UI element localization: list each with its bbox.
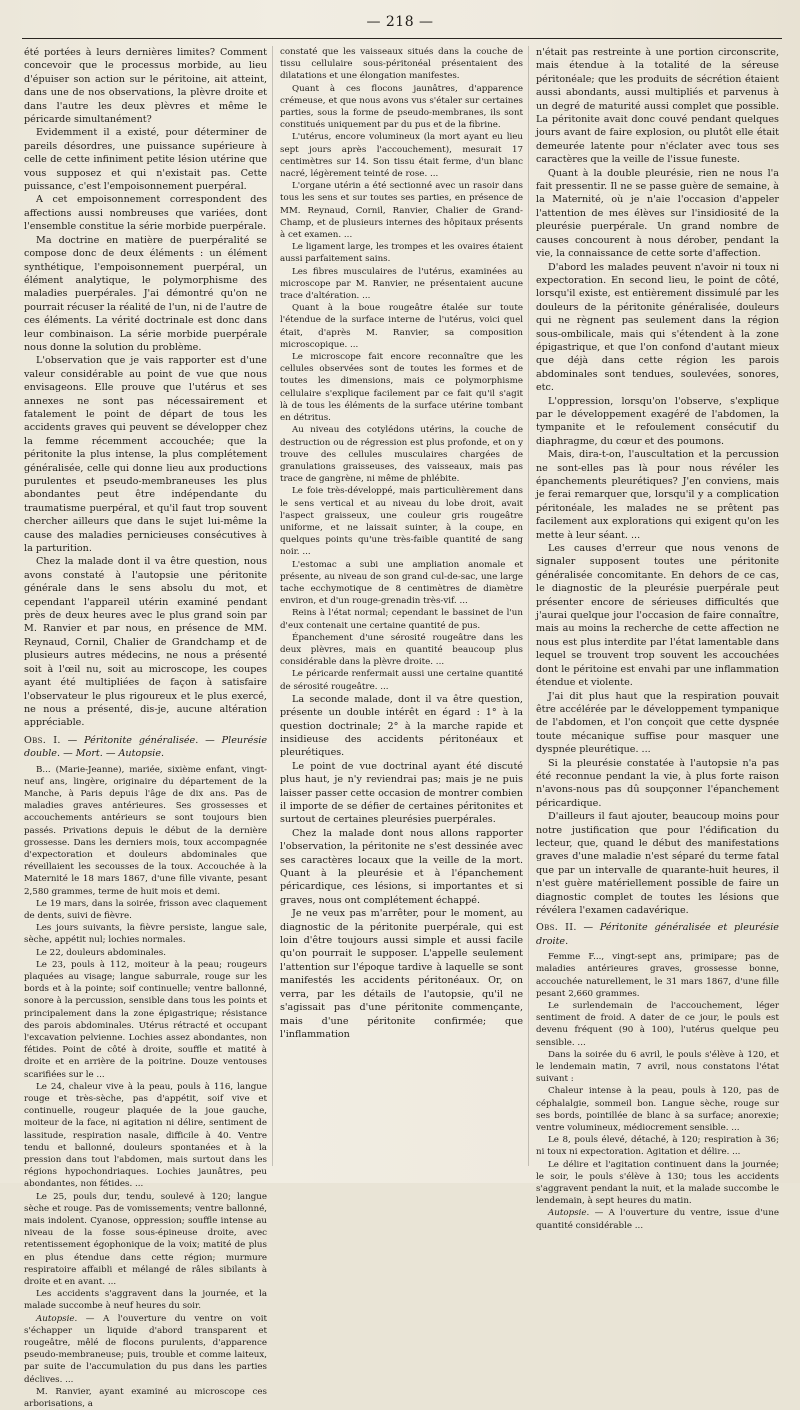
case-paragraph: Quant à la boue rougeâtre étalée sur toute l'étendue de la surface interne de l'utérus, voici quel était, d'après M. Ranvier, sa composition microscopique. ...: [280, 303, 523, 350]
case-paragraph: Les accidents s'aggravent dans la journée, et la malade succombe à neuf heures du soir.: [24, 1289, 267, 1312]
paragraph: Le point de vue doctrinal ayant été discuté plus haut, je n'y reviendrai pas; mais je ne puis laisser passer cette occasion de montrer combien il importe de se défier de certaines péritonites et surtout de certaines pleurésies puerpérales.: [280, 760, 523, 826]
paragraph: L'oppression, lorsqu'on l'observe, s'explique par le développement exagéré de l'abdomen, la tympanite et le refoulement consécutif du diaphragme, du cœur et des poumons.: [536, 395, 779, 447]
paragraph: J'ai dit plus haut que la respiration pouvait être accélérée par le développement tympanique de l'abdomen, et l'on conçoit que cette dyspnée toute mécanique suffise pour masquer une dyspnée pleurétique. ...: [536, 690, 779, 756]
case-paragraph: Reins à l'état normal; cependant le bassinet de l'un d'eux contenait une certaine quantité de pus.: [280, 608, 523, 631]
paragraph: Les causes d'erreur que nous venons de signaler supposent toutes une péritonite généralisée concomitante. En dehors de ce cas, le diagnostic de la pleurésie puerpérale peut présenter encore de sérieuses difficultés que j'aurai quelque jour l'occasion de faire connaître, mais au moins la recherche de cette affection ne nous est plus interdite par l'état lamentable dans lequel se trouvent trop souvent les accouchées dont le péritoine est envahi par une inflammation étendue et violente.: [536, 543, 779, 689]
autopsy-label: Autopsie.: [36, 1313, 78, 1324]
case-paragraph: L'organe utérin a été sectionné avec un rasoir dans tous les sens et sur toutes ses parties, en présence de MM. Reynaud, Cornil, Ranvier, Chalier de Grand-Champ, et de plusieurs internes des hôpitaux présents à cet examen. ...: [280, 181, 523, 241]
case-paragraph: Le microscope fait encore reconnaître que les cellules observées sont de toutes les formes et de toutes les dimensions, mais ce polymorphisme cellulaire s'explique facilement par ce fait qu'il s'agit là de tous les éléments de la surface utérine tombant en détritus.: [280, 352, 523, 424]
paragraph: Evidemment il a existé, pour déterminer de pareils désordres, une puissance supérieure à celle de cette infiniment petite lésion utérine que vous supposez et qui n'existait pas. Cette puissance, c'est l'empoisonnement puerpéral.: [24, 127, 267, 193]
observation-number: Obs. I.: [24, 734, 61, 746]
column-separator: [528, 46, 529, 1166]
observation-number: Obs. II.: [536, 922, 577, 934]
observation-title: — Péritonite généralisée et pleurésie droite.: [536, 922, 779, 947]
case-paragraph: Le foie très-développé, mais particulièrement dans le sens vertical et au niveau du lobe droit, avait l'aspect graisseux, une couleur gris rougeâtre uniforme, et ne laissait suinter, à la coupe, en quelques points qu'une très-faible quantité de sang noir. ...: [280, 486, 523, 558]
case-paragraph: Épanchement d'une sérosité rougeâtre dans les deux plèvres, mais en quantité beaucoup plus considérable dans la plèvre droite. ...: [280, 632, 523, 668]
paragraph: La seconde malade, dont il va être question, présente un double intérêt en égard : 1° à la question doctrinale; 2° à la marche rapide et insidieuse des accidents péritonéaux et pleurétiques.: [280, 693, 523, 759]
case-paragraph: Chaleur intense à la peau, pouls à 120, pas de céphalalgie, sommeil bon. Langue sèche, rouge sur ses bords, pointillée de blanc à sa surface; anorexie; ventre volumineux, médiocrement sensible. ...: [536, 1086, 779, 1134]
case-paragraph: Le ligament large, les trompes et les ovaires étaient aussi parfaitement sains.: [280, 242, 523, 265]
case-paragraph: Quant à ces flocons jaunâtres, d'apparence crémeuse, et que nous avons vus s'étaler sur certaines parties, sous la forme de pseudo-membranes, ils sont constitués uniquement par du pus et de la fibrine.: [280, 83, 523, 131]
paragraph: n'était pas restreinte à une portion circonscrite, mais étendue à la totalité de la séreuse péritonéale; que les produits de sécrétion étaient aussi abondants, aussi multipliés et parvenus à un degré de maturité aussi complet que possible. La péritonite avait donc couvé pendant quelques jours avant de faire explosion, ou plutôt elle était demeurée latente pour n'éclater avec tous ses caractères que la veille de l'issue funeste.: [536, 47, 779, 166]
case-paragraph: Le péricarde renfermait aussi une certaine quantité de sérosité rougeâtre. ...: [280, 669, 523, 692]
paragraph: A cet empoisonnement correspondent des affections aussi nombreuses que variées, dont l'ensemble constitue la série morbide puerpérale.: [24, 194, 267, 233]
case-paragraph: Le 23, pouls à 112, moiteur à la peau; rougeurs plaquées au visage; langue saburrale, rouge sur les bords et à la pointe; soif continuelle; ventre ballonné, sonore à la percussion, sensible dans tous les points et principalement dans la zone épigastrique; résistance des parois abdominales. Utérus rétracté et occupant l'excavation pelvienne. Lochies assez abondantes, non fétides. Point de côté à droite, souffle et matité à droite et en arrière de la poitrine. Douze ventouses scarifiées sur le ...: [24, 959, 267, 1080]
case-paragraph: Femme F..., vingt-sept ans, primipare; pas de maladies antérieures graves, grossesse bonne, accouchée naturellement, le 31 mars 1867, d'une fille pesant 2,660 grammes.: [536, 952, 779, 999]
autopsy-label: Autopsie.: [548, 1208, 590, 1219]
case-paragraph: Le 25, pouls dur, tendu, soulevé à 120; langue sèche et rouge. Pas de vomissements; ventre ballonné, mais indolent. Cyanose, oppression; souffle intense au niveau de la fosse sous-épineuse droite, avec retentissement égophonique de la voix; matité de plus en plus étendue dans cette région; murmure respiratoire affaibli et mélangé de râles sibilants à droite et en avant. ...: [24, 1191, 267, 1288]
case-paragraph: Le 24, chaleur vive à la peau, pouls à 116, langue rouge et très-sèche, pas d'appétit, soif vive et continuelle, rougeur plaquée de la joue gauche, moiteur de la face, ni agitation ni délire, sentiment de lassitude, respiration nasale, difficile à 40. Ventre tendu et ballonné, douleurs spontanées et à la pression dans tout l'abdomen, mais surtout dans les régions hypochondriaques. Lochies jaunâtres, peu abondantes, non fétides. ...: [24, 1081, 267, 1190]
paragraph: D'ailleurs il faut ajouter, beaucoup moins pour notre justification que pour l'édification du lecteur, que, quand le début des manifestations graves d'une maladie n'est séparé du terme fatal que par un intervalle de quarante-huit heures, il n'est guère matériellement possible de faire un diagnostic complet de toutes les lésions que révélera l'examen cadavérique.: [536, 811, 779, 916]
paragraph: Chez la malade dont il va être question, nous avons constaté à l'autopsie une péritonite générale dans le sens absolu du mot, et cependant l'appareil utérin examiné pendant près de deux heures avec le plus grand soin par M. Ranvier et par nous, en présence de MM. Reynaud, Cornil, Chalier de Grandchamp et de plusieurs autres médecins, ne nous a présenté soit à l'œil nu, soit au microscope, les coupes ayant été multipliées de façon à satisfaire l'observateur le plus rigoureux et le plus exercé, ne nous a présenté, dis-je, aucune altération appréciable.: [24, 556, 267, 729]
paragraph: L'observation que je vais rapporter est d'une valeur considérable au point de vue que nous envisageons. Elle prouve que l'utérus et ses annexes ne sont pas nécessairement et fatalement le point de départ de tous les accidents graves qui peuvent se développer chez la femme récemment accouchée; que la péritonite la plus intense, la plus complétement généralisée, celle qui donne lieu aux productions purulentes et pseudo-membraneuses les plus abondantes peut être indépendante du traumatisme puerpéral, et qu'il faut trop souvent chercher ailleurs que dans le sujet lui-même la cause des maladies pernicieuses consécutives à la parturition.: [24, 355, 267, 555]
paragraph: Quant à la double pleurésie, rien ne nous l'a fait pressentir. Il ne se passe guère de semaine, à la Maternité, où je n'aie l'occasion d'appeler l'attention de mes élèves sur l'insidiosité de la pleurésie puerpérale. Un grand nombre de causes concourent à nous dérober, pendant la vie, la connaissance de cette sorte d'affection.: [536, 167, 779, 260]
case-paragraph: Le surlendemain de l'accouchement, léger sentiment de froid. A dater de ce jour, le pouls est devenu fréquent (90 à 100), l'utérus quelque peu sensible. ...: [536, 1001, 779, 1048]
paragraph: Mais, dira-t-on, l'auscultation et la percussion ne sont-elles pas là pour nous révéler les épanchements pleurétiques? J'en conviens, mais je ferai remarquer que, lorsqu'il y a complication péritonéale, les malades ne se prêtent pas facilement aux explorations qui exigent qu'on les mette à leur séant. ...: [536, 449, 779, 541]
paragraph: été portées à leurs dernières limites? Comment concevoir que le processus morbide, au lieu d'épuiser son action sur le péritoine, ait atteint, dans une de nos observations, la plèvre droite et dans l'autre les deux plèvres et même le péricarde simultanément?: [24, 47, 267, 126]
case-paragraph: Le délire et l'agitation continuent dans la journée; le soir, le pouls s'élève à 130; tous les accidents s'aggravent pendant la nuit, et la malade succombe le lendemain, à sept heures du matin.: [536, 1159, 779, 1207]
case-paragraph: L'estomac a subi une ampliation anomale et présente, au niveau de son grand cul-de-sac, une large tache ecchymotique de 8 centimètres de diamètre environ, et d'un rouge-grenadin très-vif. ...: [280, 559, 523, 607]
page-number: — 218 —: [366, 14, 434, 30]
paragraph: D'abord les malades peuvent n'avoir ni toux ni expectoration. En second lieu, le point de côté, lorsqu'il existe, est entièrement dissimulé par les douleurs de la péritonite généralisée, douleurs qui ne règnent pas seulement dans la région sous-ombilicale, mais qui s'étendent à la zone épigastrique, et que l'on confond d'autant mieux que déjà dans cette région les parois abdominales sont tendues, soulevées, sonores, etc.: [536, 261, 779, 394]
case-paragraph: Le 22, douleurs abdominales.: [36, 947, 166, 958]
header-rule: [22, 38, 782, 39]
column-2: [280, 46, 523, 1171]
paragraph: Si la pleurésie constatée à l'autopsie n'a pas été reconnue pendant la vie, à plus forte raison n'avons-nous pas dû soupçonner l'épanchement péricardique.: [536, 757, 779, 809]
column-separator: [272, 46, 273, 1166]
case-paragraph: M. Ranvier, ayant examiné au microscope ces arborisations, a: [24, 1386, 267, 1410]
observation-title: — Péritonite généralisée. — Pleurésie double. — Mort. — Autopsie.: [24, 734, 267, 760]
column-3: [536, 46, 780, 1231]
paragraph: Ma doctrine en matière de puerpéralité se compose donc de deux éléments : un élément synthétique, l'empoisonnement puerpéral, un élément analytique, le polymorphisme des maladies puerpérales. J'ai démontré qu'on ne pourrait récuser la réalité de l'un, ni de l'autre de ces éléments. La vérité doctrinale est donc dans leur combinaison. La série morbide puerpérale nous donne la solution du problème.: [24, 234, 267, 353]
autopsy-paragraph: [24, 1313, 267, 1386]
paragraph: Je ne veux pas m'arrêter, pour le moment, au diagnostic de la péritonite puerpérale, qui est loin d'être toujours aussi simple et aussi facile qu'on pourrait le supposer. L'appelle seulement l'attention sur l'époque tardive à laquelle se sont manifestés les accidents péritonéaux. Or, on verra, par les détails de l'autopsie, qu'il ne s'agissait pas d'une péritonite commençante, mais d'une péritonite confirmée; que l'inflammation: [280, 908, 523, 1040]
autopsy-text: — A l'ouverture du ventre, issue d'une quantité considérable ...: [536, 1208, 780, 1231]
paragraph: Chez la malade dont nous allons rapporter l'observation, la péritonite ne s'est dessinée avec ses caractères locaux que la veille de la mort. Quant à la pleurésie et à l'épanchement péricardique, ces lésions, si importantes et si graves, nous ont complétement échappé.: [280, 827, 523, 906]
case-paragraph: Dans la soirée du 6 avril, le pouls s'élève à 120, et le lendemain matin, 7 avril, nous constatons l'état suivant :: [536, 1049, 779, 1085]
observation-heading: [536, 921, 779, 948]
column-1: [24, 46, 267, 1410]
case-paragraph: Au niveau des cotylédons utérins, la couche de destruction ou de régression est plus profonde, et on y trouve des cellules musculaires chargées de granulations graisseuses, des vaisseaux, mais pas trace de gangrène, ni même de phlébite.: [280, 425, 523, 485]
autopsy-paragraph: [536, 1207, 779, 1231]
observation-heading: [24, 734, 267, 761]
case-paragraph: Les jours suivants, la fièvre persiste, langue sale, sèche, appétit nul; lochies normales.: [24, 923, 267, 946]
case-paragraph: B... (Marie-Jeanne), mariée, sixième enfant, vingt-neuf ans, lingère, originaire du département de la Manche, à Paris depuis l'âge de dix ans. Pas de maladies graves antérieures. Ses grossesses et accouchements antérieurs se sont toujours bien passés. Privations depuis le début de la dernière grossesse. Dans les derniers mois, toux accompagnée d'expectoration et douleurs abdominales que réveillaient les secousses de la toux. Accouchée à la Maternité le 18 mars 1867, d'une fille vivante, pesant 2,580 grammes, terme de huit mois et demi.: [24, 764, 267, 897]
case-paragraph: Le 19 mars, dans la soirée, frisson avec claquement de dents, suivi de fièvre.: [24, 898, 267, 921]
autopsy-text: — A l'ouverture du ventre on voit s'échapper un liquide d'abord transparent et rougeâtre, mêlé de flocons purulents, d'apparence pseudo-membraneuse; puis, trouble et comme laiteux, par suite de l'accumulation du pus dans les parties déclives. ...: [24, 1313, 267, 1385]
case-paragraph: L'utérus, encore volumineux (la mort ayant eu lieu sept jours après l'accouchement), mesurait 17 centimètres sur 14. Son tissu était ferme, d'un blanc nacré, légèrement teinté de rose. ...: [280, 132, 523, 180]
case-paragraph: Les fibres musculaires de l'utérus, examinées au microscope par M. Ranvier, ne présentaient aucune trace d'altération. ...: [280, 266, 523, 302]
case-paragraph: constaté que les vaisseaux situés dans la couche de tissu cellulaire sous-péritonéal présentaient des dilatations et une élongation manifestes.: [280, 47, 523, 82]
case-paragraph: Le 8, pouls élevé, détaché, à 120; respiration à 36; ni toux ni expectoration. Agitation et délire. ...: [536, 1135, 779, 1158]
